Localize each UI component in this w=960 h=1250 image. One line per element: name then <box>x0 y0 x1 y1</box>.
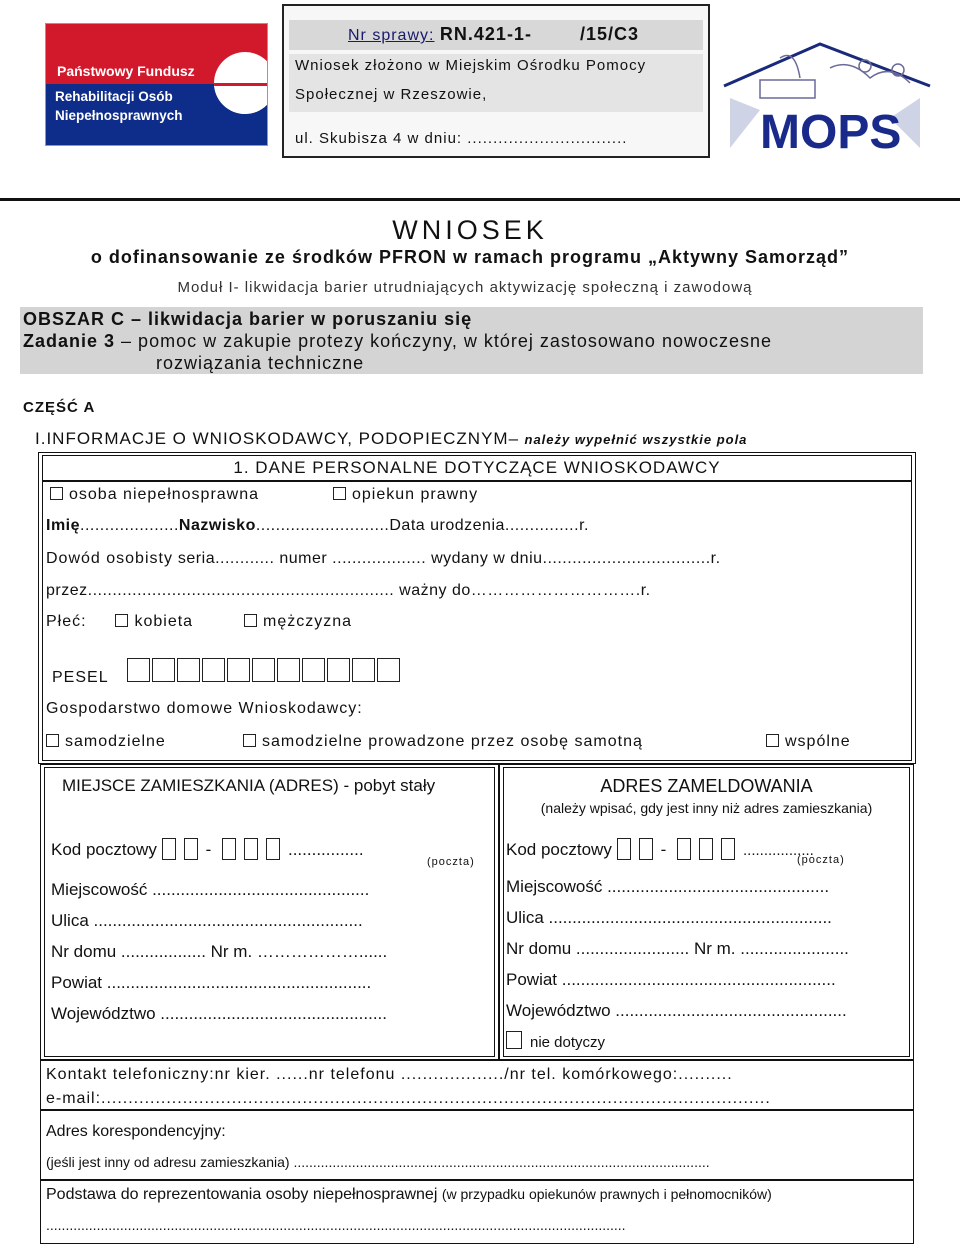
first-name-label: Imię <box>46 517 81 534</box>
registration-subheader: (należy wpisać, gdy jest inny niż adres zamieszkania) <box>540 800 873 816</box>
left-city-post-field[interactable]: ................ <box>287 840 364 859</box>
left-locality-field[interactable]: Miejscowość .............................................. <box>51 880 370 899</box>
representation-field[interactable]: ..................................................................................................................................................... <box>46 1217 626 1233</box>
left-postal-dash: - <box>205 840 212 859</box>
zadanie-label: Zadanie 3 <box>23 331 116 351</box>
left-postal-box-1[interactable] <box>162 838 176 860</box>
case-line-3: ul. Skubisza 4 w dniu: ............................... <box>295 130 628 147</box>
left-house-number-field[interactable]: Nr domu .................. Nr m. ………………...... <box>51 942 388 961</box>
mops-logo-text: MOPS <box>760 106 902 158</box>
issued-by-row[interactable]: przez.............................................................. ważny do………………………….r. <box>46 582 651 599</box>
section-1-note: należy wypełnić wszystkie pola <box>524 432 748 447</box>
form-subtitle: o dofinansowanie ze środków PFRON w ramach programu „Aktywny Samorząd” <box>90 247 850 267</box>
pfron-logo-line3: Niepełnosprawnych <box>55 108 183 123</box>
zadanie-text: – pomoc w zakupie protezy kończyny, w której zastosowano nowoczesne <box>121 331 773 351</box>
case-number-label: Nr sprawy: <box>348 27 435 44</box>
right-postal-box-2[interactable] <box>639 838 653 860</box>
id-card-fields[interactable]: seria............ numer ................... wydany w dniu..................................r. <box>177 550 721 567</box>
right-postal-dash: - <box>660 840 667 859</box>
right-postal-box-4[interactable] <box>699 838 713 860</box>
left-county-field[interactable]: Powiat ........................................................ <box>51 973 372 992</box>
checkbox-legal-guardian[interactable] <box>333 487 346 500</box>
name-row[interactable] <box>46 517 589 535</box>
pfron-logo-line1: Państwowy Fundusz <box>57 63 195 79</box>
last-name-field[interactable]: ........................... <box>255 517 390 534</box>
case-number-box <box>282 4 710 158</box>
birth-date-label: Data urodzenia <box>389 517 505 534</box>
left-postal-label: Kod pocztowy <box>51 840 157 859</box>
right-house-number-field[interactable]: Nr domu ........................ Nr m. ....................... <box>506 939 849 958</box>
registration-header: ADRES ZAMELDOWANIA <box>600 776 813 796</box>
representation-note: (w przypadku opiekunów prawnych i pełnomocników) <box>441 1186 772 1202</box>
last-name-label: Nazwisko <box>178 517 256 534</box>
obszar-title: OBSZAR C – likwidacja barier w poruszaniu się <box>23 309 473 329</box>
right-postal-box-3[interactable] <box>677 838 691 860</box>
correspondence-label: Adres korespondencyjny: <box>46 1123 226 1140</box>
right-postal-label: Kod pocztowy <box>506 840 612 859</box>
left-street-field[interactable]: Ulica ......................................................... <box>51 911 363 930</box>
personal-data-header: 1. DANE PERSONALNE DOTYCZĄCE WNIOSKODAWCY <box>233 458 721 477</box>
left-postal-box-3[interactable] <box>222 838 236 860</box>
pfron-logo <box>45 23 268 146</box>
case-line-2: Społecznej w Rzeszowie, <box>295 86 488 103</box>
sex-label: Płeć: <box>46 613 87 630</box>
checkbox-male[interactable] <box>244 614 257 627</box>
left-postal-box-2[interactable] <box>184 838 198 860</box>
household-single-label: samodzielne <box>65 733 166 750</box>
household-label: Gospodarstwo domowe Wnioskodawcy: <box>46 700 363 717</box>
right-street-field[interactable]: Ulica ............................................................ <box>506 908 832 927</box>
checkbox-household-alone[interactable] <box>243 734 256 747</box>
left-post-caption: (poczta) <box>427 856 475 868</box>
id-card-label: Dowód osobisty <box>46 550 173 567</box>
opt-legal-guardian-label: opiekun prawny <box>352 486 479 503</box>
section-1-title: I.INFORMACJE O WNIOSKODAWCY, PODOPIECZNYM– <box>35 429 520 448</box>
checkbox-household-single[interactable] <box>46 734 59 747</box>
mops-logo <box>720 38 935 158</box>
czesc-label: CZĘŚĆ A <box>23 399 96 416</box>
household-alone-label: samodzielne prowadzone przez osobę samotną <box>262 733 643 750</box>
case-number-value: RN.421-1- /15/C3 <box>439 24 639 44</box>
pfron-logo-line2: Rehabilitacji Osób <box>55 89 173 104</box>
form-title: WNIOSEK <box>392 215 548 245</box>
right-city-post-field[interactable]: ................. <box>742 842 814 859</box>
email-field[interactable]: e-mail:........................................................................................................................... <box>46 1090 771 1107</box>
checkbox-disabled-person[interactable] <box>50 487 63 500</box>
right-postal-box-5[interactable] <box>721 838 735 860</box>
case-line-1: Wniosek złożono w Miejskim Ośrodku Pomocy <box>295 57 647 74</box>
right-postal-box-1[interactable] <box>617 838 631 860</box>
zadanie-text-2: rozwiązania techniczne <box>156 353 365 373</box>
checkbox-female[interactable] <box>115 614 128 627</box>
right-locality-field[interactable]: Miejscowość ............................................... <box>506 877 830 896</box>
module-line: Moduł I- likwidacja barier utrudniających aktywizację społeczną i zawodową <box>177 279 753 296</box>
correspondence-field[interactable]: (jeśli jest inny od adresu zamieszkania) ........................................................................................................... <box>46 1154 710 1170</box>
male-label: mężczyzna <box>262 613 353 630</box>
checkbox-household-shared[interactable] <box>766 734 779 747</box>
checkbox-not-applicable[interactable] <box>506 1031 522 1049</box>
phone-fields[interactable]: Kontakt telefoniczny:nr kier. ......nr telefonu .................../nr tel. komórkowego:.......... <box>46 1066 733 1083</box>
birth-date-field[interactable]: ...............r. <box>504 517 589 534</box>
not-applicable-label: nie dotyczy <box>530 1034 606 1051</box>
header-divider <box>0 198 960 201</box>
residence-header: MIEJSCE ZAMIESZKANIA (ADRES) - pobyt stały <box>62 776 436 795</box>
pesel-boxes[interactable] <box>127 658 402 687</box>
left-voivodeship-field[interactable]: Województwo ................................................ <box>51 1004 387 1023</box>
left-postal-box-5[interactable] <box>266 838 280 860</box>
first-name-field[interactable]: .................... <box>80 517 179 534</box>
right-voivodeship-field[interactable]: Województwo ................................................. <box>506 1001 847 1020</box>
left-postal-box-4[interactable] <box>244 838 258 860</box>
representation-label: Podstawa do reprezentowania osoby niepełnosprawnej <box>46 1186 438 1203</box>
right-county-field[interactable]: Powiat .......................................................... <box>506 970 836 989</box>
female-label: kobieta <box>134 613 194 630</box>
household-shared-label: wspólne <box>785 733 851 750</box>
opt-disabled-person-label: osoba niepełnosprawna <box>69 486 260 503</box>
pesel-label: PESEL <box>52 669 109 686</box>
right-post-caption: (poczta) <box>797 854 845 866</box>
